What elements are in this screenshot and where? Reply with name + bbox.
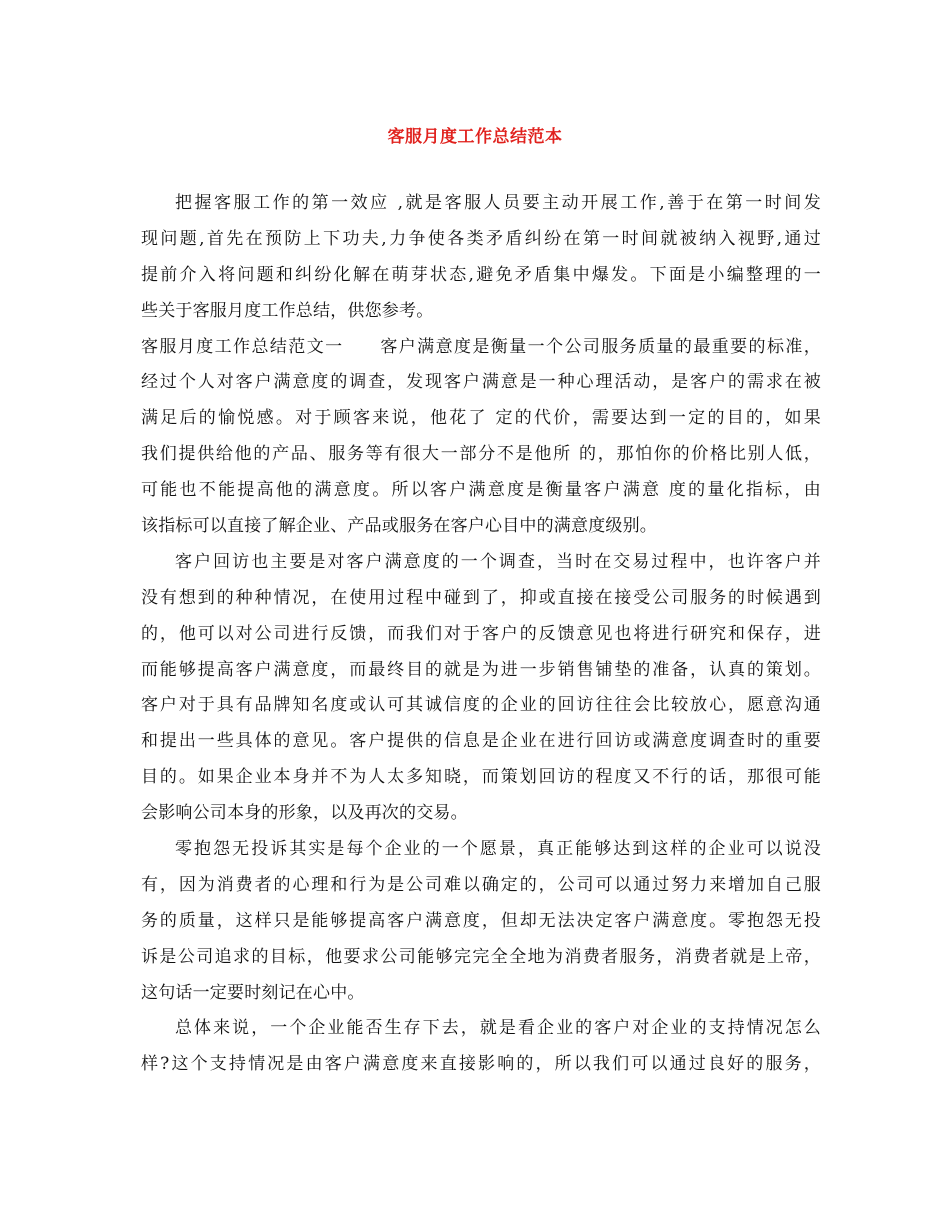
text-line: 我们提供给他的产品、服务等有很大一部分不是他所 的，那怕你的价格比别人低， — [141, 444, 821, 465]
text-line: 客服月度工作总结范文一 客户满意度是衡量一个公司服务质量的最重要的标准， — [141, 336, 821, 357]
text-line: 务的质量，这样只是能够提高客户满意度，但却无法决定客户满意度。零抱怨无投 — [141, 910, 821, 931]
text-line: 客户对于具有品牌知名度或认可其诚信度的企业的回访往往会比较放心，愿意沟通 — [141, 695, 821, 716]
text-line: 些关于客服月度工作总结，供您参考。 — [141, 300, 434, 321]
text-line: 把握客服工作的第一效应 ,就是客服人员要主动开展工作,善于在第一时间发 — [175, 193, 821, 213]
text-line: 客户回访也主要是对客户满意度的一个调查，当时在交易过程中，也许客户并 — [175, 551, 821, 572]
text-line: 而能够提高客户满意度，而最终目的就是为进一步销售铺垫的准备，认真的策划。 — [141, 659, 821, 680]
text-line: 现问题,首先在预防上下功夫,力争使各类矛盾纠纷在第一时间就被纳入视野,通过 — [141, 228, 821, 249]
document-body — [141, 186, 821, 1083]
text-line: 经过个人对客户满意度的调查，发现客户满意是一种心理活动，是客户的需求在被 — [141, 372, 821, 393]
text-line: 和提出一些具体的意见。客户提供的信息是企业在进行回访或满意度调查时的重要 — [141, 731, 821, 752]
text-line: 提前介入将问题和纠纷化解在萌芽状态,避免矛盾集中爆发。下面是小编整理的一 — [141, 264, 821, 285]
text-line: 的，他可以对公司进行反馈，而我们对于客户的反馈意见也将进行研究和保存，进 — [141, 623, 821, 644]
text-line: 诉是公司追求的目标，他要求公司能够完完全全地为消费者服务，消费者就是上帝， — [141, 946, 821, 967]
text-line: 有，因为消费者的心理和行为是公司难以确定的，公司可以通过努力来增加自己服 — [141, 874, 821, 895]
text-line: 没有想到的种种情况，在使用过程中碰到了，抑或直接在接受公司服务的时候遇到 — [141, 587, 821, 608]
text-line: 这句话一定要时刻记在心中。 — [141, 982, 365, 1003]
text-line: 总体来说，一个企业能否生存下去，就是看企业的客户对企业的支持情况怎么 — [175, 1018, 821, 1039]
text-line: 可能也不能提高他的满意度。所以客户满意度是衡量客户满意 度的量化指标，由 — [141, 480, 821, 501]
text-line: 样?这个支持情况是由客户满意度来直接影响的，所以我们可以通过良好的服务， — [141, 1054, 821, 1075]
document-title: 客服月度工作总结范本 — [387, 127, 563, 147]
text-line: 该指标可以直接了解企业、产品或服务在客户心目中的满意度级别。 — [141, 516, 657, 537]
text-line: 零抱怨无投诉其实是每个企业的一个愿景，真正能够达到这样的企业可以说没 — [175, 839, 821, 860]
text-line: 满足后的愉悦感。对于顾客来说，他花了 定的代价，需要达到一定的目的，如果 — [141, 408, 821, 429]
text-line: 会影响公司本身的形象，以及再次的交易。 — [141, 803, 468, 824]
text-line: 目的。如果企业本身并不为人太多知晓，而策划回访的程度又不行的话，那很可能 — [141, 767, 821, 788]
